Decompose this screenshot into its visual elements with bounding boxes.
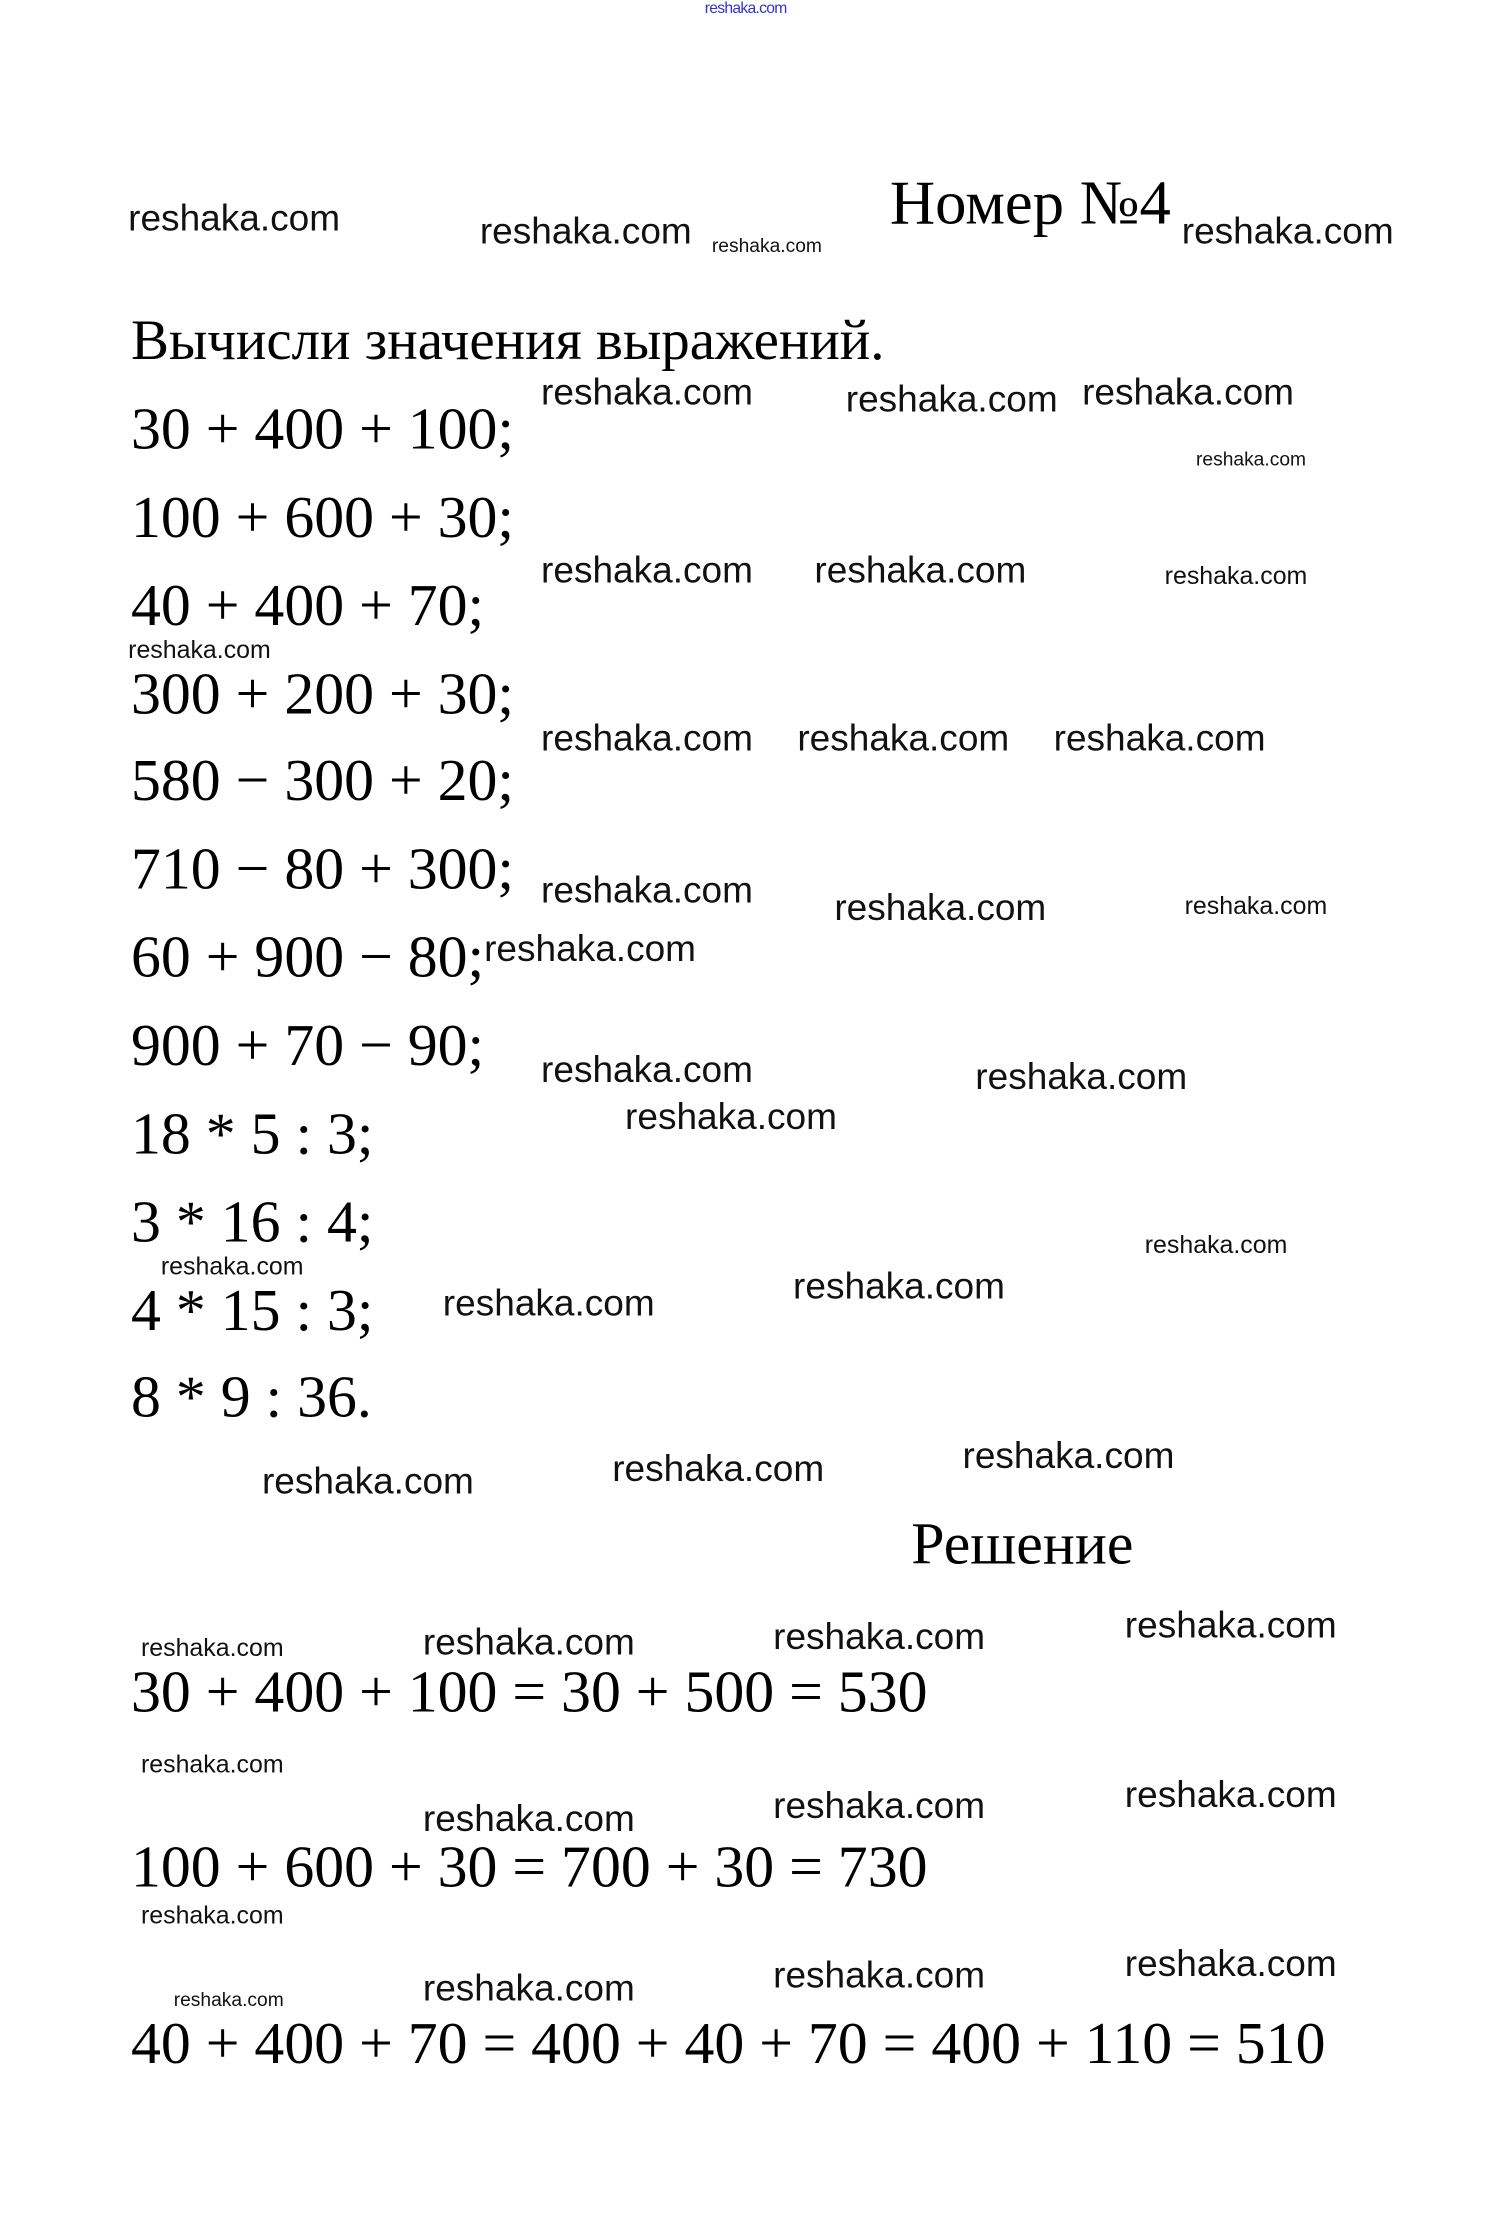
- expression-item: 8 * 9 : 36.: [130, 1365, 372, 1431]
- watermark-text: reshaka.com: [140, 1633, 284, 1662]
- watermark-text: reshaka.com: [1082, 370, 1295, 413]
- expression-item: 60 + 900 − 80;: [130, 925, 485, 991]
- watermark-text: reshaka.com: [1184, 891, 1328, 920]
- watermark-text: reshaka.com: [541, 868, 753, 912]
- watermark-text: reshaka.com: [128, 196, 341, 240]
- expression-item: 4 * 15 : 3;: [130, 1278, 374, 1345]
- watermark-text: reshaka.com: [1124, 1772, 1337, 1816]
- watermark-text: reshaka.com: [793, 1264, 1005, 1308]
- watermark-text: reshaka.com: [773, 1784, 986, 1827]
- watermark-text: reshaka.com: [173, 1989, 284, 2011]
- task-instruction: Вычисли значения выражений.: [130, 307, 885, 372]
- watermark-text: reshaka.com: [422, 1966, 635, 2009]
- watermark-text: reshaka.com: [797, 716, 1010, 759]
- watermark-text: reshaka.com: [541, 716, 753, 759]
- watermark-text: reshaka.com: [140, 1749, 284, 1779]
- watermark-text: reshaka.com: [845, 377, 1058, 421]
- expression-item: 900 + 70 − 90;: [130, 1013, 485, 1080]
- watermark-text: reshaka.com: [479, 209, 692, 253]
- expression-item: 100 + 600 + 30;: [130, 485, 515, 552]
- watermark-text: reshaka.com: [814, 548, 1027, 591]
- watermark-text: reshaka.com: [140, 1900, 284, 1930]
- watermark-text: reshaka.com: [1053, 716, 1266, 759]
- watermark-text: reshaka.com: [1181, 209, 1394, 253]
- watermark-text: reshaka.com: [1144, 1230, 1288, 1259]
- expression-item: 580 − 300 + 20;: [130, 748, 515, 815]
- watermark-text: reshaka.com: [962, 1433, 1175, 1477]
- watermark-text: reshaka.com: [711, 234, 822, 257]
- watermark-text: reshaka.com: [975, 1055, 1188, 1098]
- solution-line: 100 + 600 + 30 = 700 + 30 = 730: [130, 1835, 928, 1901]
- expression-item: 3 * 16 : 4;: [130, 1190, 374, 1256]
- top-watermark-link[interactable]: reshaka.com: [704, 0, 787, 18]
- watermark-text: reshaka.com: [484, 926, 697, 970]
- solution-line: 30 + 400 + 100 = 30 + 500 = 530: [130, 1660, 928, 1726]
- solution-heading: Решение: [911, 1512, 1134, 1578]
- watermark-text: reshaka.com: [1195, 448, 1307, 470]
- watermark-text: reshaka.com: [541, 548, 753, 591]
- watermark-text: reshaka.com: [773, 1953, 986, 1997]
- watermark-text: reshaka.com: [612, 1446, 825, 1490]
- watermark-text: reshaka.com: [422, 1796, 635, 1840]
- watermark-text: reshaka.com: [625, 1094, 837, 1138]
- watermark-text: reshaka.com: [442, 1281, 655, 1325]
- watermark-text: reshaka.com: [1124, 1603, 1337, 1646]
- expression-item: 710 − 80 + 300;: [130, 837, 515, 903]
- exercise-title: Номер №4: [889, 168, 1171, 238]
- solution-line: 40 + 400 + 70 = 400 + 40 + 70 = 400 + 110 = 510: [130, 2011, 1326, 2078]
- watermark-text: reshaka.com: [541, 1047, 753, 1091]
- expression-item: 30 + 400 + 100;: [130, 397, 515, 463]
- watermark-text: reshaka.com: [1164, 560, 1308, 590]
- watermark-text: reshaka.com: [160, 1251, 304, 1280]
- watermark-text: reshaka.com: [422, 1620, 635, 1663]
- watermark-text: reshaka.com: [541, 370, 753, 413]
- expression-item: 18 * 5 : 3;: [130, 1102, 374, 1168]
- watermark-text: reshaka.com: [773, 1614, 986, 1658]
- watermark-text: reshaka.com: [1124, 1942, 1337, 1985]
- watermark-text: reshaka.com: [834, 885, 1047, 929]
- expression-item: 40 + 400 + 70;: [130, 573, 485, 640]
- watermark-text: reshaka.com: [128, 635, 271, 664]
- expression-item: 300 + 200 + 30;: [130, 662, 515, 728]
- watermark-text: reshaka.com: [261, 1459, 474, 1503]
